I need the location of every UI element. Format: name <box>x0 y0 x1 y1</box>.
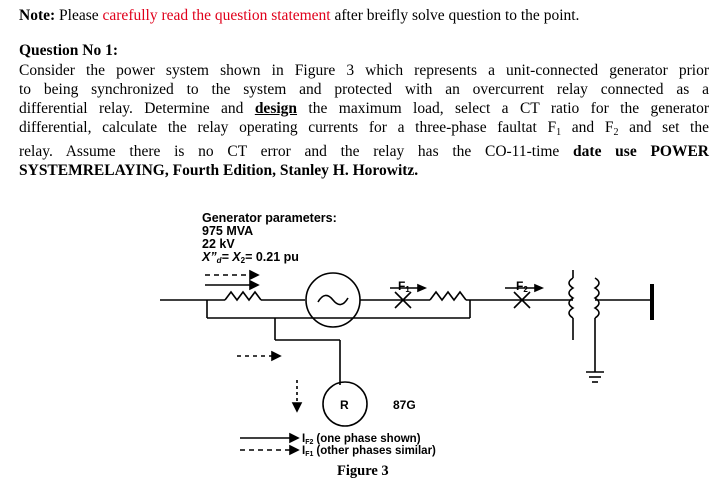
dashed-arrow-mid-head <box>272 352 280 360</box>
note-text-post: after breifly solve question to the point. <box>330 7 580 24</box>
question-line-3a: differential relay. Determine and <box>19 100 255 117</box>
note-highlight: carefully read the question statement <box>102 7 331 24</box>
note-line <box>19 6 709 26</box>
reactance-sub: d <box>216 256 222 265</box>
design-word: design <box>254 100 298 117</box>
dashed-arrow-top-head <box>250 271 258 279</box>
legend-solid-head <box>290 434 298 442</box>
ct-right-coil <box>430 292 466 300</box>
legend-dashed-text: IF1 (other phases similar) <box>302 445 436 458</box>
transformer-primary <box>569 278 573 318</box>
figure-3-diagram <box>0 195 720 490</box>
f2-arrow-head <box>535 285 542 291</box>
params-mva: 975 MVA <box>202 224 254 238</box>
question-line-5a: relay. Assume there is no CT error and the relay has the CO-11-time <box>19 143 574 160</box>
question-line-6: SYSTEMRELAYING, Fourth Edition, Stanley H. Horowitz. <box>19 162 419 179</box>
solid-arrow-top-head <box>250 281 258 289</box>
question-line-3 <box>19 99 709 118</box>
reactance-eq: = X <box>221 250 241 264</box>
transformer-secondary <box>595 278 599 318</box>
generator-sine <box>318 295 348 304</box>
note-text-pre: Please <box>55 7 103 24</box>
reactance-val: = 0.21 pu <box>245 250 299 264</box>
relay-label: R <box>340 398 349 412</box>
ct-left-coil <box>225 292 261 300</box>
reactance-x: X” <box>202 250 217 264</box>
question-line-3b: the maximum load, select a CT ratio for the generator <box>297 100 709 117</box>
relay-id: 87G <box>393 398 416 412</box>
question-paragraph <box>19 61 709 180</box>
params-kv: 22 kV <box>202 237 235 251</box>
f2-label: F2 <box>516 279 528 294</box>
question-line-2: to being synchronized to the system and protected with an overcurrent relay connected as a <box>19 81 709 98</box>
figure-caption: Figure 3 <box>337 463 389 479</box>
f1-sub: 1 <box>556 127 562 138</box>
question-line-4b: and F <box>561 119 614 136</box>
f1-arrow-head <box>418 285 425 291</box>
question-line-5 <box>19 142 709 161</box>
question-line-4a: differential, calculate the relay operating currents for a three-phase faultat F <box>19 119 557 136</box>
f2-sub: 2 <box>613 127 619 138</box>
question-line-4c: and set the <box>618 119 709 136</box>
question-line-1: Consider the power system shown in Figure 3 which represents a unit-connected generator prior <box>19 62 709 79</box>
dashed-arrow-down-head <box>293 403 301 411</box>
question-line-4 <box>19 118 709 142</box>
note-label: Note: <box>19 7 56 24</box>
reactance-sub2: 2 <box>240 256 246 265</box>
legend-solid-text: IF2 (one phase shown) <box>302 433 421 446</box>
legend-dashed-head <box>290 446 298 454</box>
question-heading: Question No 1: <box>19 42 119 59</box>
f1-label: F1 <box>398 279 410 294</box>
question-line-5b: date use POWER <box>573 143 709 160</box>
params-title: Generator parameters: <box>202 211 337 225</box>
